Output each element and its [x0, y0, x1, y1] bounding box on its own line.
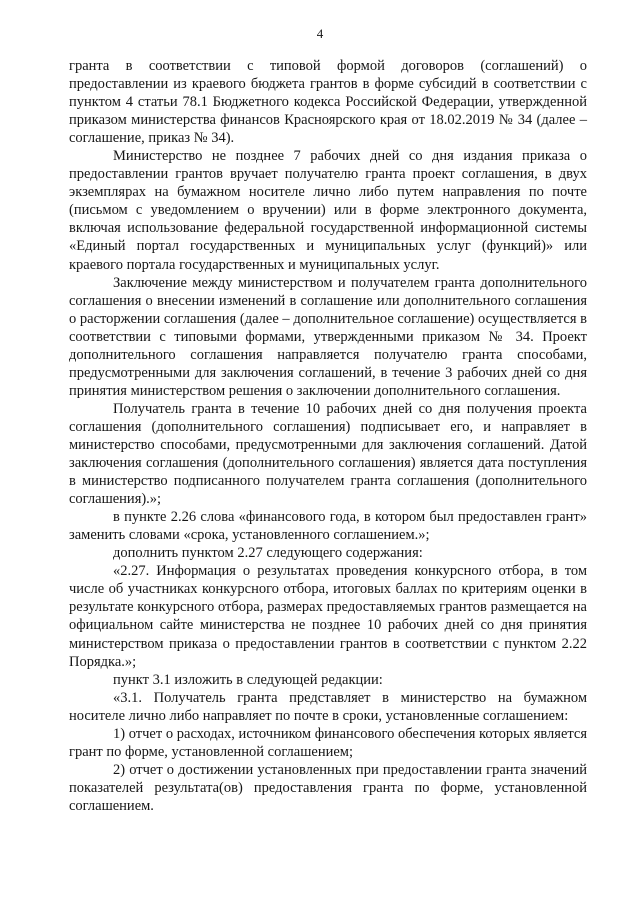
- paragraph-ministry-delivers-draft: Министерство не позднее 7 рабочих дней со дня издания приказа о предоставлении грантов вручает получателю гранта проект соглашения, в двух экземплярах на бумажном носителе лично либо путем направления по почте (письмом с уведомлением о вручении) или в форме электронного документа, включая использование федеральной государственной информационной системы «Единый портал государственных и муниципальных услуг (функций)» или краевого портала государственных и муниципальных услуг.: [69, 148, 587, 273]
- page-number: 4: [316, 26, 324, 41]
- paragraph-recipient-signs: Получатель гранта в течение 10 рабочих дней со дня получения проекта соглашения (дополнительного соглашения) подписывает его, и направляет в министерство способами, предусмотренными для заключения соглашений. Датой заключения соглашения (дополнительного соглашения) является дата поступления в министерство подписанного получателем гранта соглашения (дополнительного соглашения).»;: [69, 400, 587, 508]
- paragraph-clause-2-26: в пункте 2.26 слова «финансового года, в котором был предоставлен грант» заменить словами «срока, установленного соглашением.»;: [69, 509, 587, 544]
- paragraph-clause-2-27-text: «2.27. Информация о результатах проведения конкурсного отбора, в том числе об участниках конкурсного отбора, итоговых баллах по критериям оценки в результате конкурсного отбора, размерах предоставляемых грантов размещается на официальном сайте министерства не позднее 10 рабочих дней со дня принятия министерством приказа о предоставлении грантов в соответствии с пунктом 2.22 Порядка.»;: [69, 563, 587, 670]
- paragraph-clause-3-1-text: «3.1. Получатель гранта представляет в министерство на бумажном носителе лично либо направляет по почте в сроки, установленные соглашением:: [69, 689, 587, 724]
- document-body: [69, 57, 587, 815]
- list-item-expense-report: 1) отчет о расходах, источником финансового обеспечения которых является грант по форме, установленной соглашением;: [69, 725, 587, 760]
- list-item-results-report: 2) отчет о достижении установленных при предоставлении гранта значений показателей результата(ов) предоставления гранта по форме, установленной соглашением.: [69, 761, 587, 814]
- paragraph-grant-standard-form: гранта в соответствии с типовой формой договоров (соглашений) о предоставлении из краевого бюджета грантов в форме субсидий в соответствии с пунктом 4 статьи 78.1 Бюджетного кодекса Российской Федерации, утвержденной приказом министерства финансов Красноярского края от 18.02.2019 № 34 (далее – соглашение, приказ № 34).: [69, 58, 587, 147]
- paragraph-additional-agreement: Заключение между министерством и получателем гранта дополнительного соглашения о внесении изменений в соглашение или дополнительного соглашения о расторжении соглашения (далее – дополнительное соглашение) осуществляется в соответствии с типовыми формами, утвержденными приказом № 34. Проект дополнительного соглашения направляется получателю гранта способами, предусмотренными для заключения соглашений, в течение 3 рабочих дней со дня принятия министерством решения о заключении дополнительного соглашения.: [69, 274, 587, 399]
- paragraph-add-clause-2-27: дополнить пунктом 2.27 следующего содержания:: [113, 545, 423, 562]
- paragraph-clause-3-1-intro: пункт 3.1 изложить в следующей редакции:: [113, 671, 383, 688]
